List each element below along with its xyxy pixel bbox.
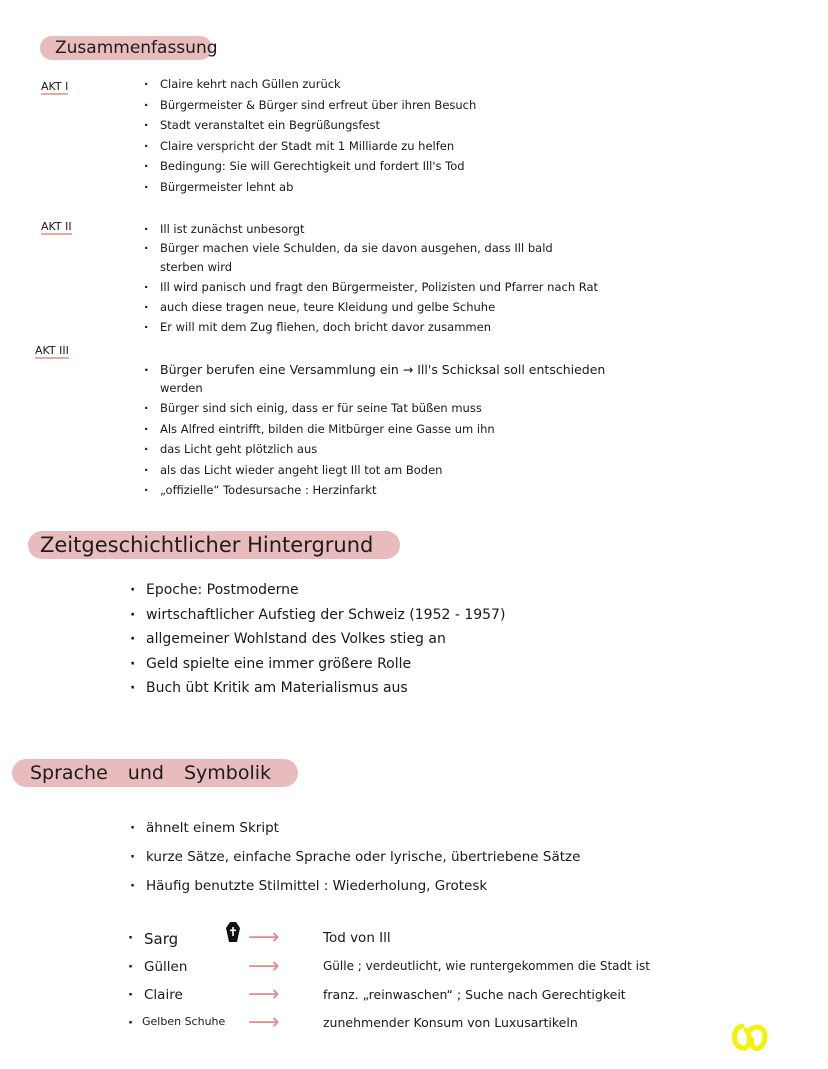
arrow-right-icon: ⟶ [248,1010,280,1035]
symbol-meaning: zunehmender Konsum von Luxusartikeln [323,1015,578,1030]
list-item: · Claire verspricht der Stadt mit 1 Milliarde zu helfen [144,136,476,157]
language-list [130,814,580,901]
list-item: · Häufig benutzte Stilmittel : Wiederholung, Grotesk [130,872,580,901]
list-item: · kurze Sätze, einfache Sprache oder lyrische, übertriebene Sätze [130,843,580,872]
symbol-term: Gelben Schuhe [142,1015,226,1028]
list-item: · Er will mit dem Zug fliehen, doch bricht davor zusammen [144,317,598,337]
list-item: · auch diese tragen neue, teure Kleidung und gelbe Schuhe [144,297,598,317]
arrow-right-icon: ⟶ [248,925,280,950]
background-title: Zeitgeschichtlicher Hintergrund [40,533,374,557]
list-item: · Bedingung: Sie will Gerechtigkeit und fordert Ill's Tod [144,156,476,177]
symbol-term: Claire [144,987,183,1003]
symbol-meaning: franz. „reinwaschen“ ; Suche nach Gerechtigkeit [323,987,626,1002]
symbol-meaning: Tod von Ill [323,930,391,946]
akt2-label: AKT II [41,220,72,233]
list-item: · „offizielle“ Todesursache : Herzinfarkt [144,480,605,501]
list-item: · Als Alfred eintrifft, bilden die Mitbürger eine Gasse um ihn [144,419,605,440]
coffin-icon [225,922,241,942]
akt3-list [144,360,605,501]
symbol-term: Sarg [144,930,179,948]
akt1-label: AKT I [41,80,69,93]
background-list [130,578,505,701]
list-item: · Bürger machen viele Schulden, da sie davon ausgehen, dass Ill bald [144,239,598,258]
list-item-continuation [144,379,605,398]
list-item: · Ill ist zunächst unbesorgt [144,219,598,239]
list-item: · Bürger sind sich einig, dass er für seine Tat büßen muss [144,398,605,419]
list-item: · Bürger berufen eine Versammlung ein → Ill's Schicksal soll entschieden [144,360,605,379]
list-item: · ähnelt einem Skript [130,814,580,843]
language-title: Sprache und Symbolik [30,762,272,784]
list-item: · als das Licht wieder angeht liegt Ill tot am Boden [144,460,605,481]
summary-title: Zusammenfassung [55,38,218,58]
list-item: · Stadt veranstaltet ein Begrüßungsfest [144,115,476,136]
symbol-meaning: Gülle ; verdeutlicht, wie runtergekommen die Stadt ist [323,959,650,973]
symbol-term: Güllen [144,959,188,975]
list-item: · allgemeiner Wohlstand des Volkes stieg an [130,627,505,652]
akt2-list [144,219,598,337]
list-item: · Bürgermeister & Bürger sind erfreut über ihren Besuch [144,95,476,116]
akt1-list [144,74,476,197]
list-item: · das Licht geht plötzlich aus [144,439,605,460]
list-item: · Ill wird panisch und fragt den Bürgermeister, Polizisten und Pfarrer nach Rat [144,277,598,297]
list-item: · Buch übt Kritik am Materialismus aus [130,676,505,701]
akt3-continuation: werden [160,381,203,395]
list-item: · wirtschaftlicher Aufstieg der Schweiz (1952 - 1957) [130,603,505,628]
list-item-continuation [144,258,598,277]
list-item: · Epoche: Postmoderne [130,578,505,603]
arrow-right-icon: ⟶ [248,982,280,1007]
list-item: · Claire kehrt nach Güllen zurück [144,74,476,95]
akt2-continuation: sterben wird [160,260,233,274]
doodle-icon [728,1018,770,1054]
arrow-right-icon: ⟶ [248,954,280,979]
akt3-label: AKT III [35,344,69,357]
list-item: · Bürgermeister lehnt ab [144,177,476,198]
list-item: · Geld spielte eine immer größere Rolle [130,652,505,677]
